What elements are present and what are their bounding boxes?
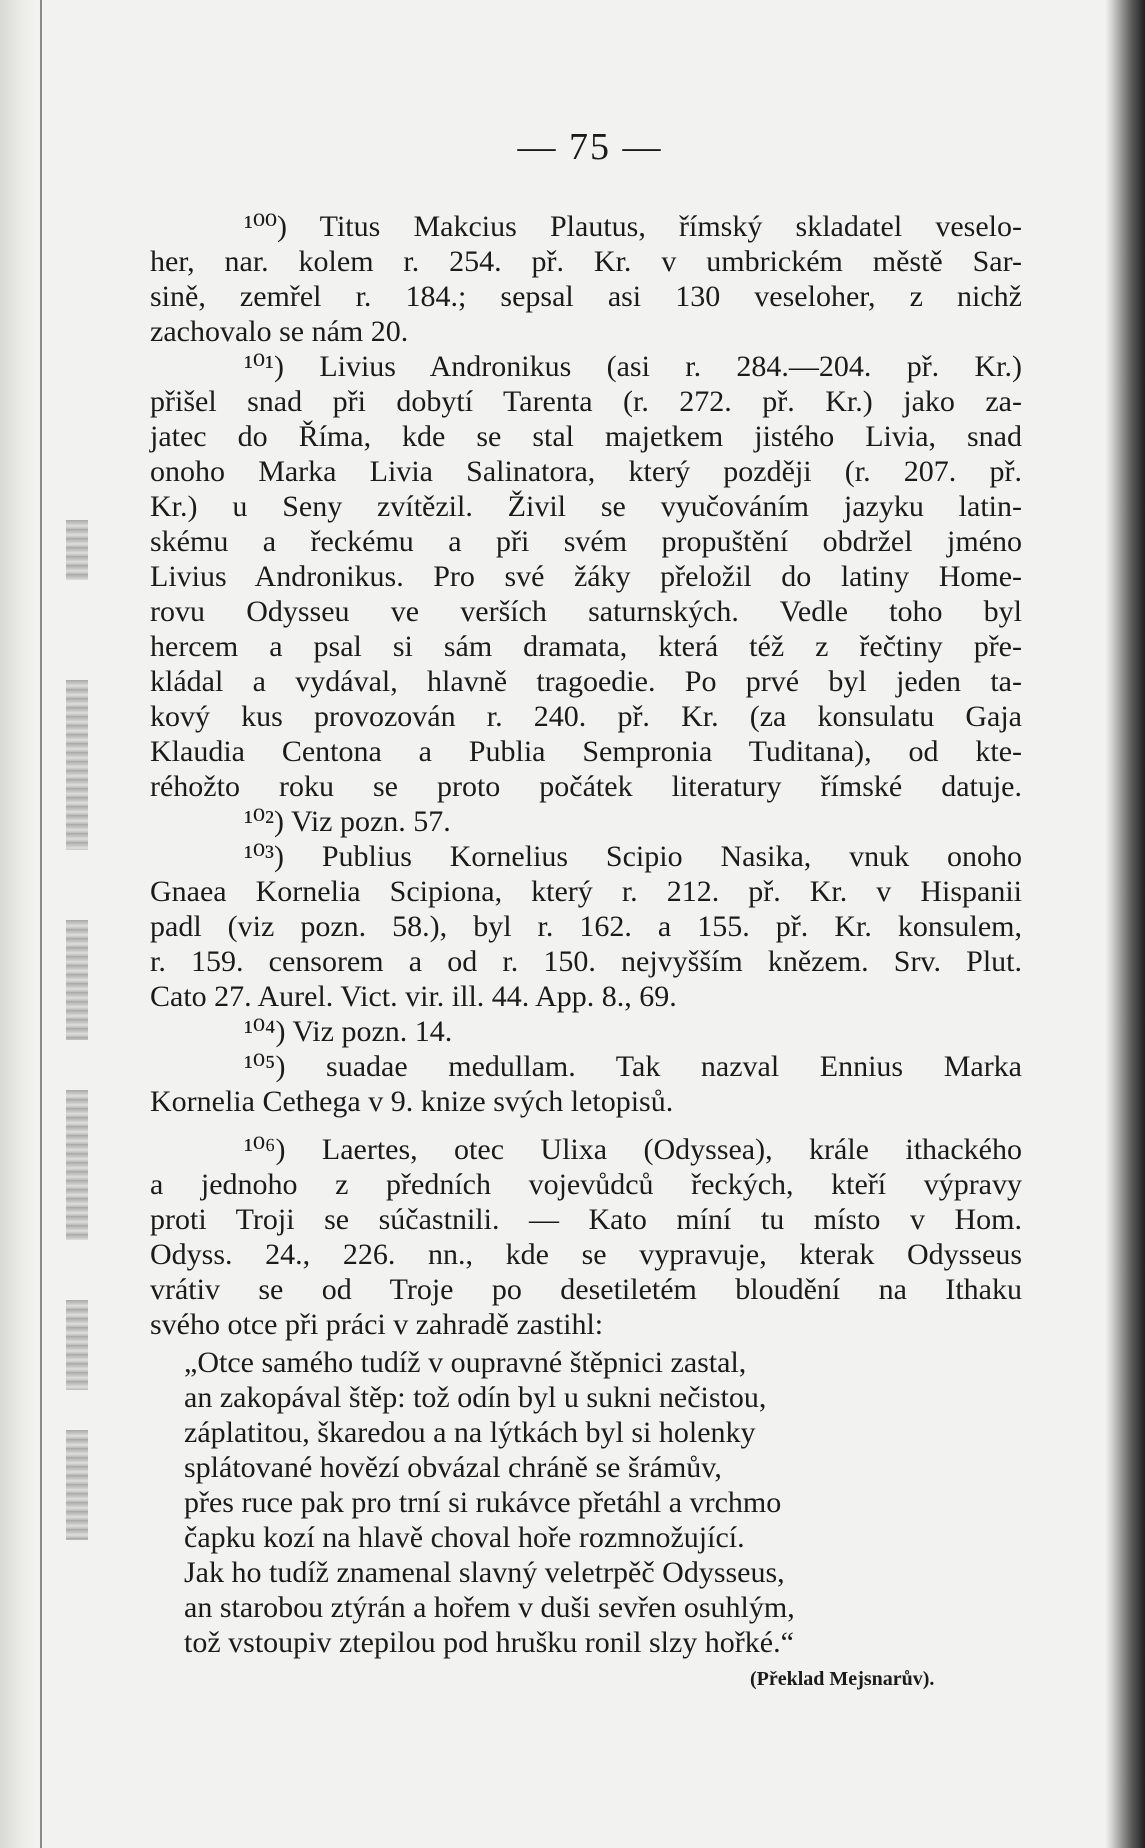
footnote-100-line: ¹⁰⁰) Titus Makcius Plautus, římský skladatel veselo- — [244, 210, 1022, 243]
footnote-101-line: hercem a psal si sám dramata, která též z řečtiny pře- — [150, 630, 1022, 663]
footnote-101-line: Kr.) u Seny zvítězil. Živil se vyučováním jazyku latin- — [150, 490, 1022, 523]
footnote-101-line: réhožto roku se proto počátek literatury římské datuje. — [150, 770, 1022, 803]
footnote-103-line: ¹⁰³) Publius Kornelius Scipio Nasika, vnuk onoho — [244, 840, 1022, 873]
footnote-103-line: r. 159. censorem a od r. 150. nejvyšším knězem. Srv. Plut. — [150, 945, 1022, 978]
footnote-104-line: ¹⁰⁴) Viz pozn. 14. — [244, 1015, 453, 1048]
ink-bleed-mark — [66, 1430, 88, 1540]
verse-line: an zakopával štěp: tož odín byl u sukni nečistou, — [184, 1381, 767, 1414]
footnote-106-line: Odyss. 24., 226. nn., kde se vypravuje, kterak Odysseus — [150, 1238, 1022, 1271]
footnote-101-line: onoho Marka Livia Salinatora, který později (r. 207. př. — [150, 455, 1022, 488]
footnote-106-line: vrátiv se od Troje po desetiletém bloudění na Ithaku — [150, 1273, 1022, 1306]
footnote-101-line: jatec do Říma, kde se stal majetkem jistého Livia, snad — [150, 420, 1022, 453]
verse-line: „Otce samého tudíž v oupravné štěpnici zastal, — [184, 1346, 747, 1379]
footnote-100-line: her, nar. kolem r. 254. př. Kr. v umbrickém městě Sar- — [150, 245, 1022, 278]
translation-credit: (Překlad Mejsnarův). — [750, 1668, 935, 1690]
page-number: — 75 — — [517, 126, 663, 168]
verse-line: čapku kozí na hlavě choval hoře rozmnožující. — [184, 1521, 745, 1554]
footnote-101-line: ¹⁰¹) Livius Andronikus (asi r. 284.—204. př. Kr.) — [244, 350, 1022, 383]
ink-bleed-mark — [66, 520, 88, 580]
verse-line: tož vstoupiv ztepilou pod hrušku ronil slzy hořké.“ — [184, 1626, 794, 1659]
footnote-106-line: ¹⁰⁶) Laertes, otec Ulixa (Odyssea), krále ithackého — [244, 1133, 1022, 1166]
footnote-105-line: ¹⁰⁵) suadae medullam. Tak nazval Ennius Marka — [244, 1050, 1022, 1083]
footnote-106-line: svého otce při práci v zahradě zastihl: — [150, 1308, 604, 1341]
footnote-101-line: skému a řeckému a při svém propuštění obdržel jméno — [150, 525, 1022, 558]
footnote-101-line: kový kus provozován r. 240. př. Kr. (za konsulatu Gaja — [150, 700, 1022, 733]
footnote-106-line: a jednoho z předních vojevůdců řeckých, kteří výpravy — [150, 1168, 1022, 1201]
verse-line: splátované hovězí obvázal chráně se šrámův, — [184, 1451, 722, 1484]
footnote-101-line: kládal a vydával, hlavně tragoedie. Po prvé byl jeden ta- — [150, 665, 1022, 698]
verse-line: Jak ho tudíž znamenal slavný veletrpěč Odysseus, — [184, 1556, 785, 1589]
left-binding-line — [40, 0, 42, 1848]
footnote-102-line: ¹⁰²) Viz pozn. 57. — [244, 805, 451, 838]
footnote-101-line: Livius Andronikus. Pro své žáky přeložil do latiny Home- — [150, 560, 1022, 593]
ink-bleed-mark — [66, 920, 88, 1040]
ink-bleed-mark — [66, 680, 88, 850]
left-page-edge — [0, 0, 36, 1848]
verse-line: přes ruce pak pro trní si rukávce přetáhl a vrchmo — [184, 1486, 782, 1519]
ink-bleed-mark — [66, 1090, 88, 1240]
footnote-100-line: sině, zemřel r. 184.; sepsal asi 130 veseloher, z nichž — [150, 280, 1022, 313]
right-page-edge — [1105, 0, 1145, 1848]
verse-line: záplatitou, škaredou a na lýtkách byl si holenky — [184, 1416, 756, 1449]
footnote-103-line: padl (viz pozn. 58.), byl r. 162. a 155. př. Kr. konsulem, — [150, 910, 1022, 943]
footnote-100-line: zachovalo se nám 20. — [150, 315, 409, 348]
footnote-101-line: Klaudia Centona a Publia Sempronia Tuditana), od kte- — [150, 735, 1022, 768]
footnote-101-line: rovu Odysseu ve verších saturnských. Vedle toho byl — [150, 595, 1022, 628]
verse-line: an starobou ztýrán a hořem v duši sevřen osuhlým, — [184, 1591, 795, 1624]
ink-bleed-mark — [66, 1300, 88, 1390]
footnote-103-line: Cato 27. Aurel. Vict. vir. ill. 44. App. 8., 69. — [150, 980, 677, 1013]
footnote-105-line: Kornelia Cethega v 9. knize svých letopisů. — [150, 1085, 674, 1118]
footnote-103-line: Gnaea Kornelia Scipiona, který r. 212. př. Kr. v Hispanii — [150, 875, 1022, 908]
footnote-106-line: proti Troji se súčastnili. — Kato míní tu místo v Hom. — [150, 1203, 1022, 1236]
footnote-101-line: přišel snad při dobytí Tarenta (r. 272. př. Kr.) jako za- — [150, 385, 1022, 418]
